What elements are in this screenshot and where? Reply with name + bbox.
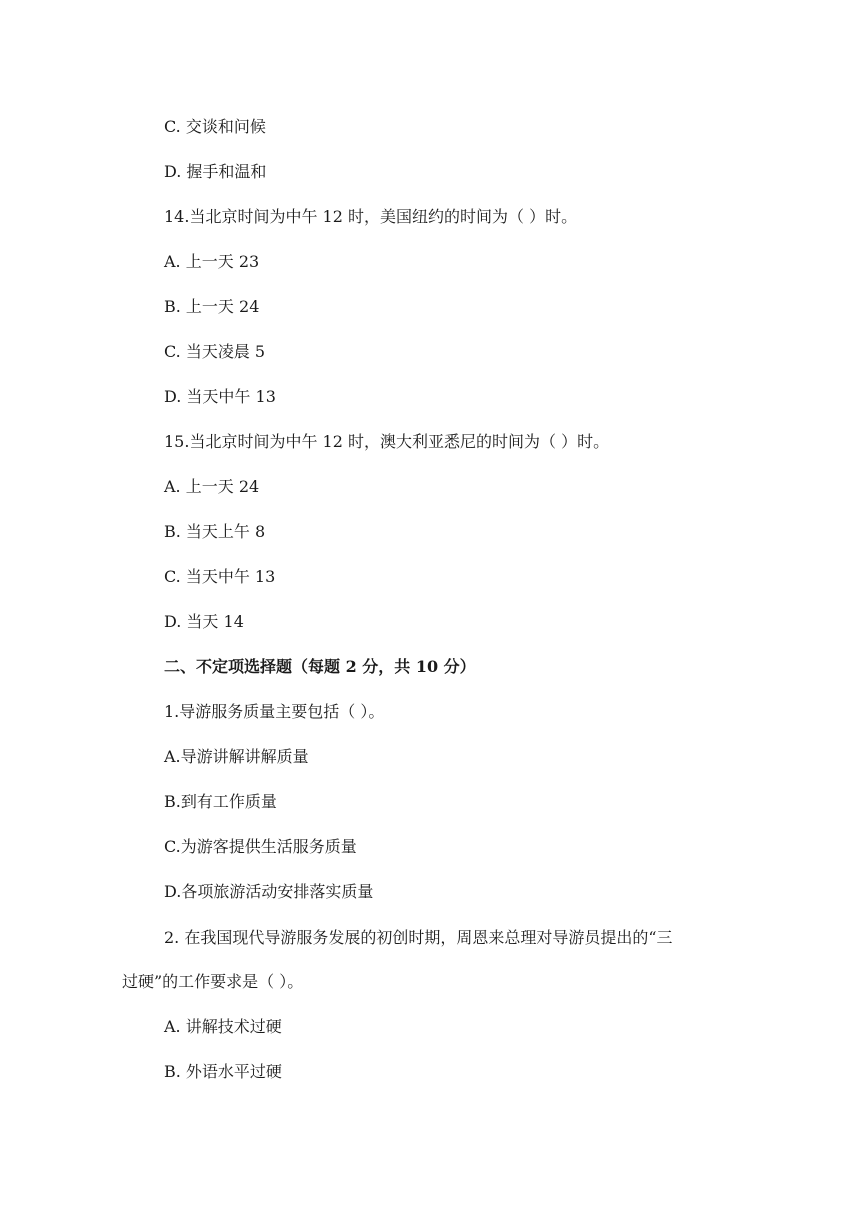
- option-d-q14: D. 当天中午 13: [164, 387, 276, 406]
- question-2: 2. 在我国现代导游服务发展的初创时期，周恩来总理对导游员提出的“三: [164, 928, 673, 947]
- option-d-q1: D.各项旅游活动安排落实质量: [164, 882, 374, 901]
- question-15: 15.当北京时间为中午 12 时，澳大利亚悉尼的时间为（ ）时。: [164, 432, 610, 451]
- option-c-q15: C. 当天中午 13: [164, 567, 276, 586]
- question-2-continued: 过硬”的工作要求是（ ）。: [122, 972, 304, 991]
- option-a-q15: A. 上一天 24: [164, 477, 260, 496]
- option-b-q15: B. 当天上午 8: [164, 522, 266, 541]
- option-b-q14: B. 上一天 24: [164, 297, 260, 316]
- option-a-q2: A. 讲解技术过硬: [164, 1017, 282, 1036]
- option-a-q14: A. 上一天 23: [164, 252, 260, 271]
- section-heading: 二、不定项选择题（每题 2 分，共 10 分）: [164, 657, 476, 676]
- option-a-q1: A.导游讲解讲解质量: [164, 747, 309, 766]
- question-1: 1.导游服务质量主要包括（ ）。: [164, 702, 385, 721]
- option-b-q2: B. 外语水平过硬: [164, 1062, 282, 1081]
- option-d-q13: D. 握手和温和: [164, 162, 267, 181]
- option-c-q14: C. 当天凌晨 5: [164, 342, 266, 361]
- question-14: 14.当北京时间为中午 12 时，美国纽约的时间为（ ）时。: [164, 207, 578, 226]
- option-b-q1: B.到有工作质量: [164, 792, 277, 811]
- option-d-q15: D. 当天 14: [164, 612, 244, 631]
- option-c-q13: C. 交谈和问候: [164, 117, 266, 136]
- option-c-q1: C.为游客提供生活服务质量: [164, 837, 357, 856]
